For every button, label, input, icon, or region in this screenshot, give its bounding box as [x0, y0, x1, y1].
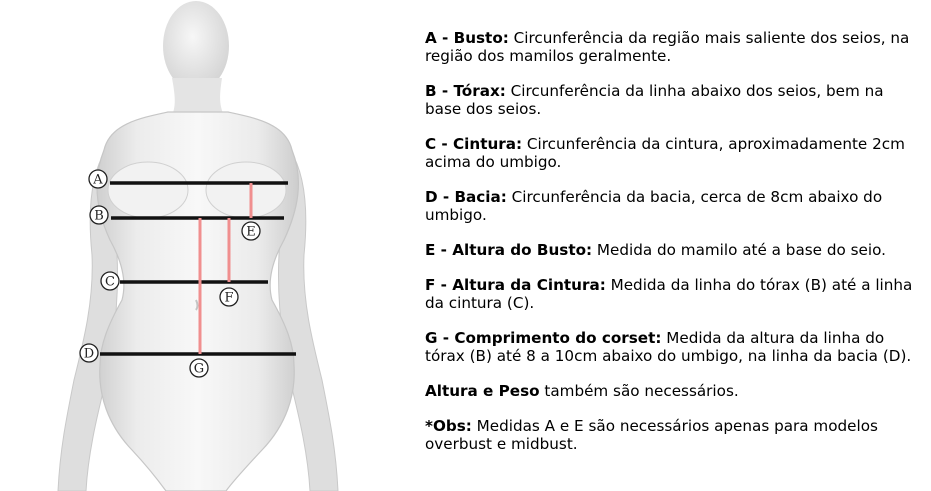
marker-c-label: C	[105, 274, 115, 290]
mannequin-head	[163, 1, 229, 91]
legend-text: Circunferência da bacia, cerca de 8cm abaixo do umbigo.	[425, 188, 883, 224]
legend-text: Circunferência da região mais saliente dos seios, na região dos mamilos geralmente.	[425, 29, 910, 65]
legend-entry-note	[425, 417, 920, 453]
marker-b	[90, 206, 108, 224]
marker-e	[242, 222, 260, 240]
legend-text: Medida da linha do tórax (B) até a linha da cintura (C).	[425, 276, 913, 312]
legend-text: Medidas A e E são necessários apenas para modelos overbust e midbust.	[425, 417, 878, 453]
legend-text: também são necessários.	[539, 382, 739, 400]
legend-entry-d	[425, 188, 920, 224]
legend-text: Circunferência da cintura, aproximadamente 2cm acima do umbigo.	[425, 135, 905, 171]
marker-b-label: B	[94, 208, 104, 224]
legend-text: Medida da altura da linha do tórax (B) até 8 a 10cm abaixo do umbigo, na linha da bacia (D).	[425, 329, 912, 365]
legend-entry-c	[425, 135, 920, 171]
marker-a-label: A	[93, 172, 103, 188]
left-breast	[108, 162, 188, 218]
legend-entry-a	[425, 29, 920, 65]
legend-entry-height-weight	[425, 382, 920, 400]
marker-f-label: F	[224, 290, 234, 306]
marker-g	[190, 359, 208, 377]
marker-d	[80, 344, 98, 362]
measurement-legend	[425, 29, 920, 470]
marker-a	[89, 170, 107, 188]
legend-key: E - Altura do Busto:	[425, 241, 593, 259]
legend-key: A - Busto:	[425, 29, 509, 47]
legend-entry-b	[425, 82, 920, 118]
mannequin-figure	[0, 0, 400, 491]
legend-text: Medida do mamilo até a base do seio.	[592, 241, 886, 259]
legend-entry-g	[425, 329, 920, 365]
marker-g-label: G	[193, 361, 205, 377]
legend-text: Circunferência da linha abaixo dos seios, bem na base dos seios.	[425, 82, 884, 118]
legend-key: Altura e Peso	[425, 382, 540, 400]
legend-key: B - Tórax:	[425, 82, 506, 100]
legend-key: *Obs:	[425, 417, 472, 435]
marker-d-label: D	[83, 346, 95, 362]
legend-key: D - Bacia:	[425, 188, 507, 206]
marker-c	[101, 272, 119, 290]
legend-key: F - Altura da Cintura:	[425, 276, 606, 294]
legend-entry-f	[425, 276, 920, 312]
right-breast	[206, 162, 286, 218]
legend-entry-e	[425, 241, 920, 259]
marker-e-label: E	[246, 224, 256, 240]
legend-key: G - Comprimento do corset:	[425, 329, 662, 347]
legend-key: C - Cintura:	[425, 135, 523, 153]
marker-f	[220, 288, 238, 306]
